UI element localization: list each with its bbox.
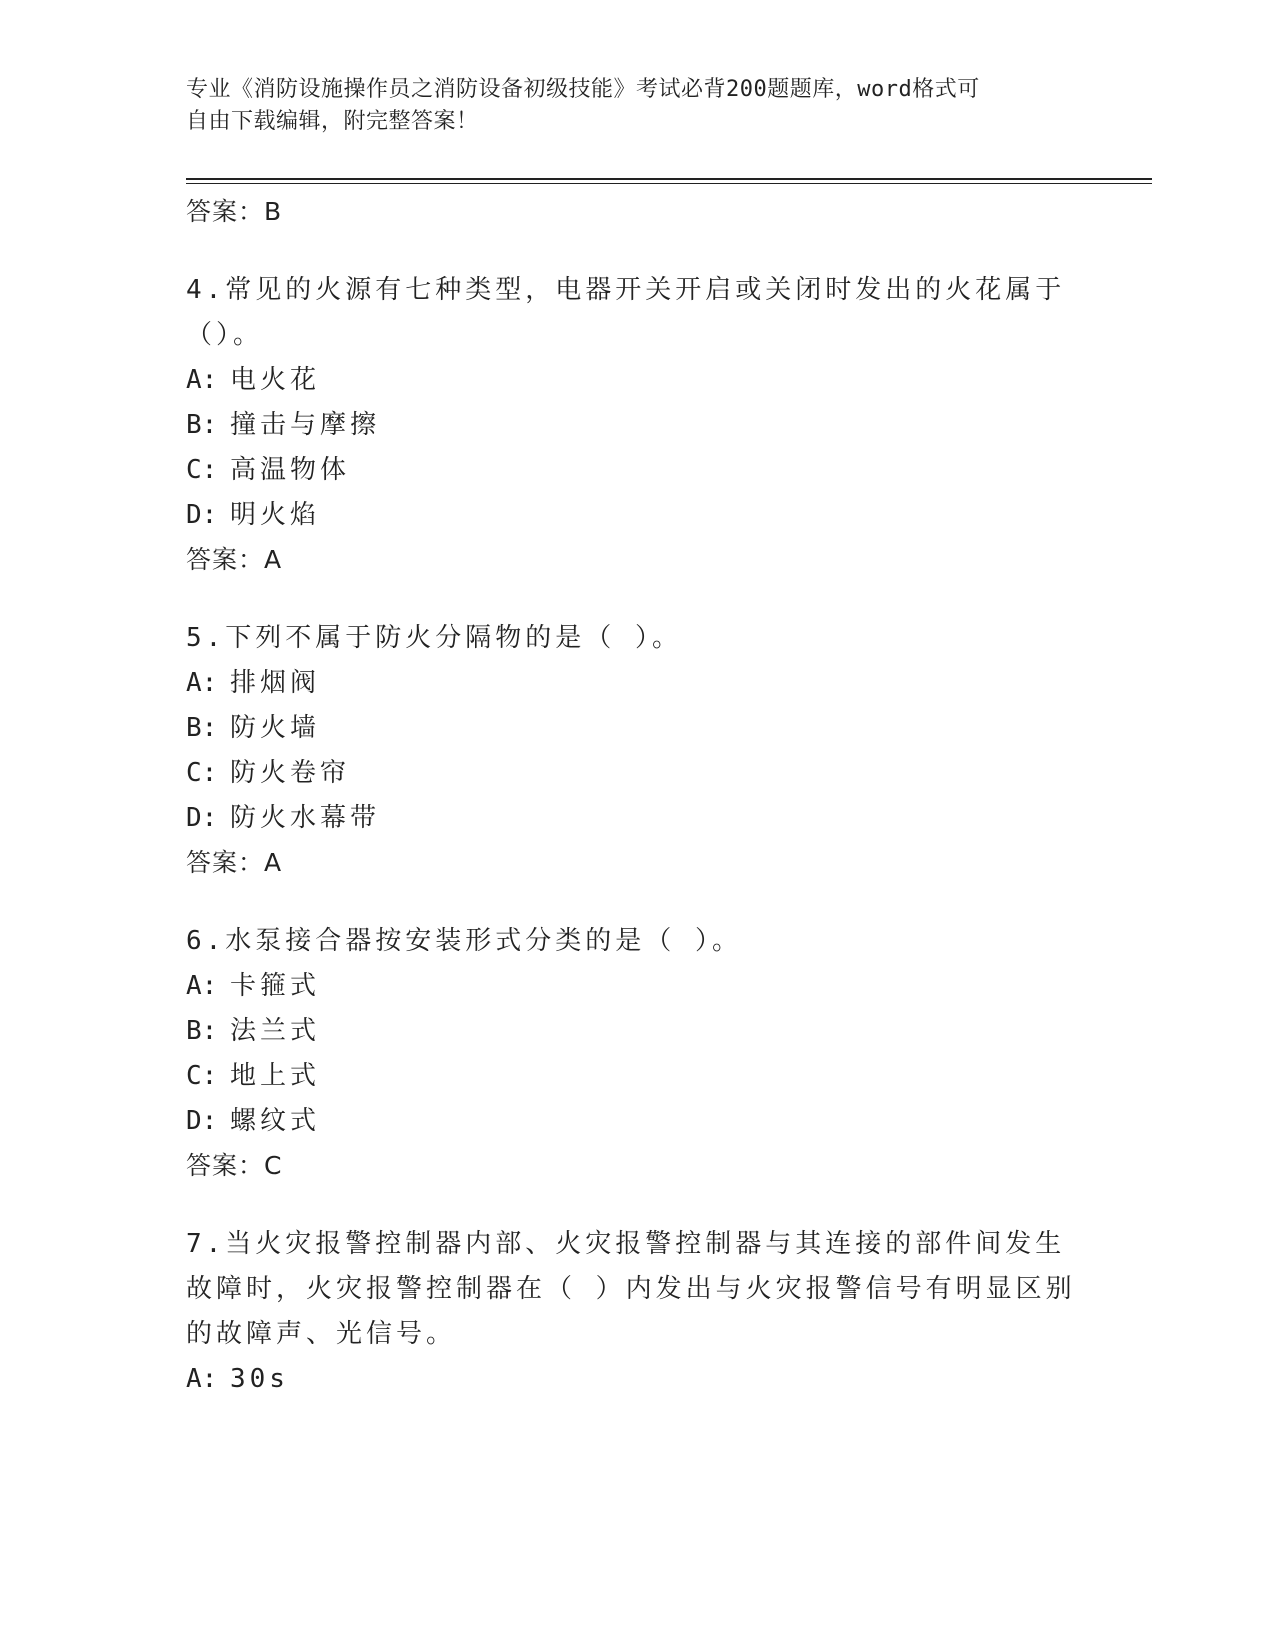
option-text: 螺纹式 — [230, 1106, 321, 1136]
option-text: 防火水幕带 — [230, 803, 381, 833]
header-rule-thin — [186, 183, 1152, 184]
question-block-5 — [186, 616, 1086, 879]
answer-line: 答案：A — [186, 545, 283, 574]
document-header — [186, 74, 1076, 138]
answer-line: 答案：B — [186, 197, 283, 226]
option-a — [186, 661, 1086, 706]
option-c — [186, 448, 1086, 493]
header-line-1: 专业《消防设施操作员之消防设备初级技能》考试必背200题题库，word格式可 — [186, 77, 980, 102]
header-rule-thick — [186, 178, 1152, 180]
option-key: A: — [186, 365, 218, 395]
option-key: A: — [186, 971, 218, 1001]
option-key: C: — [186, 455, 218, 485]
option-b — [186, 706, 1086, 751]
option-key: D: — [186, 1106, 218, 1136]
option-d — [186, 1099, 1086, 1144]
option-b — [186, 403, 1086, 448]
option-text: 明火焰 — [230, 500, 321, 530]
option-d — [186, 493, 1086, 538]
option-text: 电火花 — [230, 365, 321, 395]
question-text: 7.当火灾报警控制器内部、火灾报警控制器与其连接的部件间发生故障时，火灾报警控制器在（ ）内发出与火灾报警信号有明显区别的故障声、光信号。 — [186, 1229, 1076, 1349]
option-text: 高温物体 — [230, 455, 351, 485]
option-key: A: — [186, 1364, 218, 1394]
option-text: 防火墙 — [230, 713, 321, 743]
question-text: 4.常见的火源有七种类型，电器开关开启或关闭时发出的火花属于（）。 — [186, 275, 1066, 350]
option-key: C: — [186, 758, 218, 788]
option-text: 卡箍式 — [230, 971, 321, 1001]
option-a — [186, 1357, 1086, 1402]
question-text: 5.下列不属于防火分隔物的是（ ）。 — [186, 623, 682, 653]
option-a — [186, 358, 1086, 403]
question-text: 6.水泵接合器按安装形式分类的是（ ）。 — [186, 926, 742, 956]
option-c — [186, 751, 1086, 796]
option-text: 30s — [230, 1364, 289, 1394]
answer-line: 答案：A — [186, 848, 283, 877]
option-c — [186, 1054, 1086, 1099]
option-key: B: — [186, 410, 218, 440]
header-line-2: 自由下载编辑，附完整答案！ — [186, 109, 479, 134]
answer-line: 答案：C — [186, 1151, 283, 1180]
option-text: 排烟阀 — [230, 668, 321, 698]
option-key: C: — [186, 1061, 218, 1091]
question-block-7 — [186, 1222, 1086, 1402]
option-b — [186, 1009, 1086, 1054]
option-text: 防火卷帘 — [230, 758, 351, 788]
option-text: 地上式 — [230, 1061, 321, 1091]
option-text: 撞击与摩擦 — [230, 410, 381, 440]
question-block-6 — [186, 919, 1086, 1182]
question-block-4 — [186, 268, 1086, 576]
option-text: 法兰式 — [230, 1016, 321, 1046]
option-d — [186, 796, 1086, 841]
option-key: A: — [186, 668, 218, 698]
question-list — [186, 192, 1086, 1402]
option-key: D: — [186, 500, 218, 530]
option-key: B: — [186, 713, 218, 743]
option-a — [186, 964, 1086, 1009]
option-key: D: — [186, 803, 218, 833]
option-key: B: — [186, 1016, 218, 1046]
